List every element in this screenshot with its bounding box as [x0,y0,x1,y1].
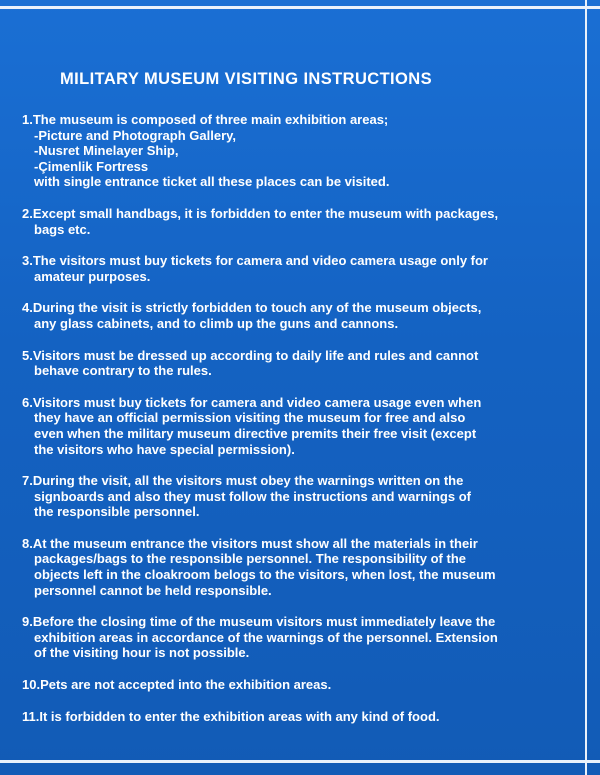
rule-11-line-1: 11.It is forbidden to enter the exhibition areas with any kind of food. [22,708,440,724]
rule-4 [22,300,588,331]
rule-7-line-1: 7.During the visit, all the visitors must obey the warnings written on the [22,473,464,489]
rule-1-line-5: with single entrance ticket all these places can be visited. [34,174,390,190]
rule-9-line-3: of the visiting hour is not possible. [34,645,250,661]
sign-bottom-border [0,760,600,763]
rule-9-line-1: 9.Before the closing time of the museum visitors must immediately leave the [22,614,496,630]
rule-1-line-1: 1.The museum is composed of three main exhibition areas; [22,112,389,127]
rule-5-line-1: 5.Visitors must be dressed up according to daily life and rules and cannot [22,347,479,363]
rule-9 [22,614,588,661]
rule-1 [22,112,588,190]
rule-11 [22,709,588,725]
rule-8-line-1: 8.At the museum entrance the visitors must show all the materials in their [22,535,478,551]
rule-1-line-4: -Çimenlik Fortress [34,158,149,174]
rule-1-line-3: -Nusret Minelayer Ship, [34,143,179,159]
rule-8-line-4: personnel cannot be held responsible. [34,582,272,598]
rule-9-line-2: exhibition areas in accordance of the warnings of the personnel. Extension [34,629,498,645]
rule-7-line-3: the responsible personnel. [34,504,200,520]
rule-4-line-2: any glass cabinets, and to climb up the guns and cannons. [34,315,399,331]
rule-8-line-3: objects left in the cloakroom belogs to the visitors, when lost, the museum [34,567,496,583]
rule-6-line-1: 6.Visitors must buy tickets for camera and video camera usage even when [22,394,482,410]
rule-2-line-2: bags etc. [34,221,91,237]
rules-list [22,112,588,724]
rule-8-line-2: packages/bags to the responsible personnel. The responsibility of the [34,551,466,567]
rule-3-line-2: amateur purposes. [34,268,151,284]
rule-3 [22,253,588,284]
rule-5-line-2: behave contrary to the rules. [34,363,212,379]
rule-2-line-1: 2.Except small handbags, it is forbidden to enter the museum with packages, [22,205,499,221]
rule-8 [22,536,588,598]
rule-7-line-2: signboards and also they must follow the instructions and warnings of [34,488,471,504]
rule-6-line-3: even when the military museum directive premits their free visit (except [34,425,477,441]
sign-top-border [0,6,600,9]
rule-6-line-2: they have an official permission visiting the museum for free and also [34,410,466,426]
rule-4-line-1: 4.During the visit is strictly forbidden to touch any of the museum objects, [22,300,482,316]
rule-6-line-4: the visitors who have special permission). [34,441,295,457]
rule-5 [22,348,588,379]
rule-6 [22,395,588,457]
rule-10-line-1: 10.Pets are not accepted into the exhibition areas. [22,677,332,693]
rule-10 [22,677,588,693]
sign-title: MILITARY MUSEUM VISITING INSTRUCTIONS [60,70,432,88]
rule-3-line-1: 3.The visitors must buy tickets for camera and video camera usage only for [22,253,488,269]
rule-1-line-2: -Picture and Photograph Gallery, [34,127,237,143]
rule-7 [22,473,588,520]
rule-2 [22,206,588,237]
